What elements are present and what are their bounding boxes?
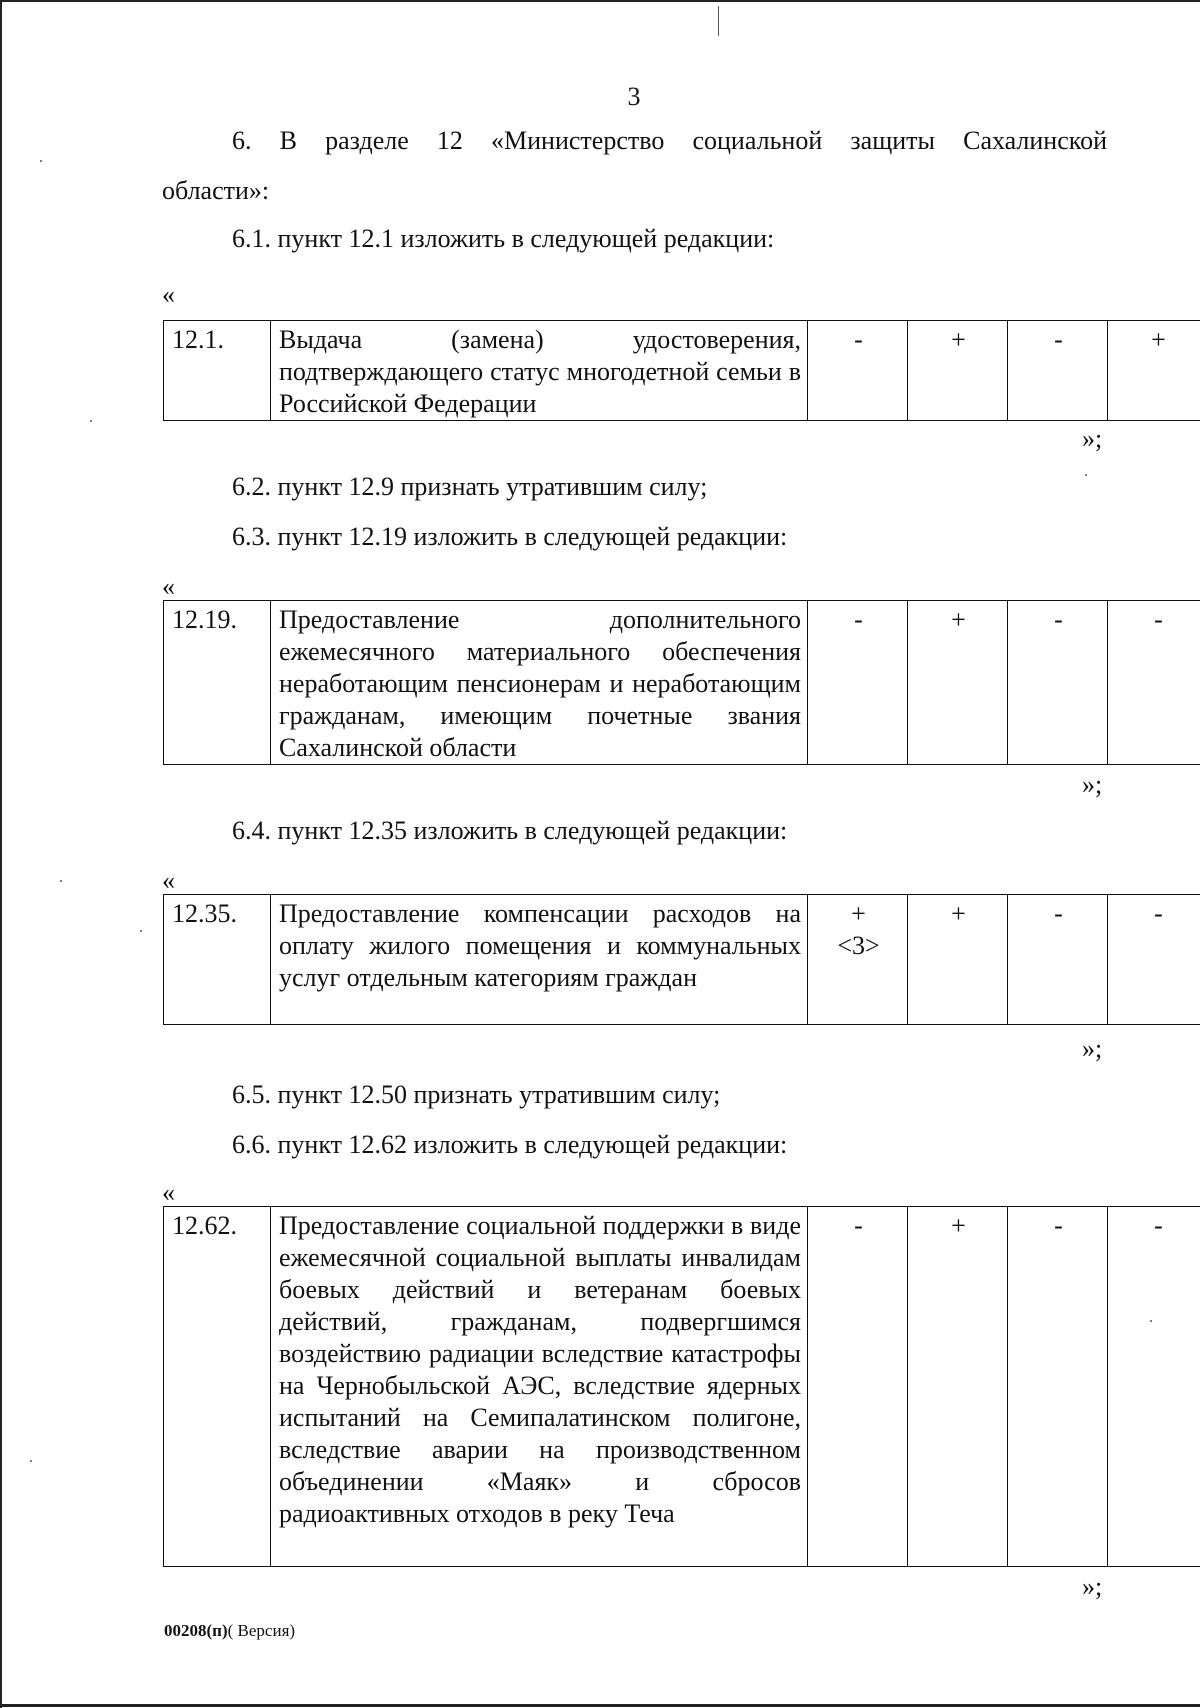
amendment-table-12-62 bbox=[163, 1206, 1200, 1567]
section-6-intro-line1: 6. В разделе 12 «Министерство социальной защиты Сахалинской bbox=[232, 126, 1107, 155]
mark-value: + bbox=[851, 899, 866, 928]
item-number: 12.1. bbox=[164, 321, 271, 421]
table-row bbox=[164, 895, 1200, 1025]
item-description: Предоставление социальной поддержки в виде ежемесячной социальной выплаты инвалидам боевых действий и ветеранам боевых действий, гражданам, подвергшимся воздействию радиации вследствие катастрофы на Чернобыльской АЭС, вследствие ядерных испытаний на Семипалатинском полигоне, вследствие аварии на производственном объединении «Маяк» и сбросов радиоактивных отходов в реку Теча bbox=[271, 1207, 808, 1567]
item-number: 12.35. bbox=[164, 895, 271, 1025]
mark-col-2: + bbox=[908, 601, 1008, 765]
close-quote: »; bbox=[1082, 770, 1103, 799]
mark-col-3: - bbox=[1008, 321, 1108, 421]
instruction-6-4: 6.4. пункт 12.35 изложить в следующей редакции: bbox=[232, 816, 788, 845]
close-quote: »; bbox=[1082, 1034, 1103, 1063]
instruction-6-1: 6.1. пункт 12.1 изложить в следующей редакции: bbox=[232, 224, 775, 253]
amendment-table-12-1 bbox=[163, 320, 1200, 421]
scan-speck bbox=[30, 1460, 32, 1462]
mark-col-4: - bbox=[1108, 895, 1200, 1025]
document-version: ( Версия) bbox=[227, 1621, 296, 1640]
mark-col-3: - bbox=[1008, 1207, 1108, 1567]
mark-col-1: - bbox=[808, 601, 908, 765]
mark-col-2: + bbox=[908, 321, 1008, 421]
mark-col-4: + bbox=[1108, 321, 1200, 421]
mark-col-3: - bbox=[1008, 601, 1108, 765]
mark-col-2: + bbox=[908, 1207, 1008, 1567]
scan-speck bbox=[1150, 1320, 1152, 1322]
close-quote: »; bbox=[1082, 1572, 1103, 1601]
mark-col-2: + bbox=[908, 895, 1008, 1025]
mark-col-1: - bbox=[808, 321, 908, 421]
mark-col-3: - bbox=[1008, 895, 1108, 1025]
mark-col-1 bbox=[808, 895, 908, 1025]
scan-border-top bbox=[0, 0, 1200, 2]
item-number: 12.19. bbox=[164, 601, 271, 765]
close-quote: »; bbox=[1082, 424, 1103, 453]
scan-speck bbox=[718, 6, 719, 36]
instruction-6-2: 6.2. пункт 12.9 признать утратившим силу; bbox=[232, 472, 708, 501]
page-number: 3 bbox=[627, 82, 641, 111]
instruction-6-5: 6.5. пункт 12.50 признать утратившим силу; bbox=[232, 1080, 721, 1109]
document-code: 00208(п) bbox=[164, 1621, 228, 1640]
item-description: Выдача (замена) удостоверения, подтверждающего статус многодетной семьи в Российской Федерации bbox=[271, 321, 808, 421]
open-quote: « bbox=[162, 280, 175, 309]
table-row bbox=[164, 1207, 1200, 1567]
item-number: 12.62. bbox=[164, 1207, 271, 1567]
item-description: Предоставление компенсации расходов на оплату жилого помещения и коммунальных услуг отдельным категориям граждан bbox=[271, 895, 808, 1025]
mark-col-1: - bbox=[808, 1207, 908, 1567]
section-6-intro-line2: области»: bbox=[162, 176, 270, 205]
item-description: Предоставление дополнительного ежемесячного материального обеспечения неработающим пенсионерам и неработающим гражданам, имеющим почетные звания Сахалинской области bbox=[271, 601, 808, 765]
scan-speck bbox=[90, 420, 92, 422]
scan-speck bbox=[1085, 474, 1087, 476]
scan-speck bbox=[60, 880, 62, 882]
mark-col-4: - bbox=[1108, 1207, 1200, 1567]
scan-border-left bbox=[0, 0, 2, 1708]
scan-speck bbox=[140, 930, 142, 932]
scan-border-bottom bbox=[0, 1704, 1200, 1707]
instruction-6-6: 6.6. пункт 12.62 изложить в следующей редакции: bbox=[232, 1130, 788, 1159]
mark-col-4: - bbox=[1108, 601, 1200, 765]
table-row bbox=[164, 601, 1200, 765]
instruction-6-3: 6.3. пункт 12.19 изложить в следующей редакции: bbox=[232, 522, 788, 551]
table-row bbox=[164, 321, 1200, 421]
footnote-ref: <3> bbox=[837, 931, 880, 960]
amendment-table-12-35 bbox=[163, 894, 1200, 1025]
document-footer bbox=[164, 1621, 295, 1641]
open-quote: « bbox=[162, 1178, 175, 1207]
open-quote: « bbox=[162, 866, 175, 895]
scan-speck bbox=[40, 160, 42, 162]
open-quote: « bbox=[162, 572, 175, 601]
amendment-table-12-19 bbox=[163, 600, 1200, 765]
